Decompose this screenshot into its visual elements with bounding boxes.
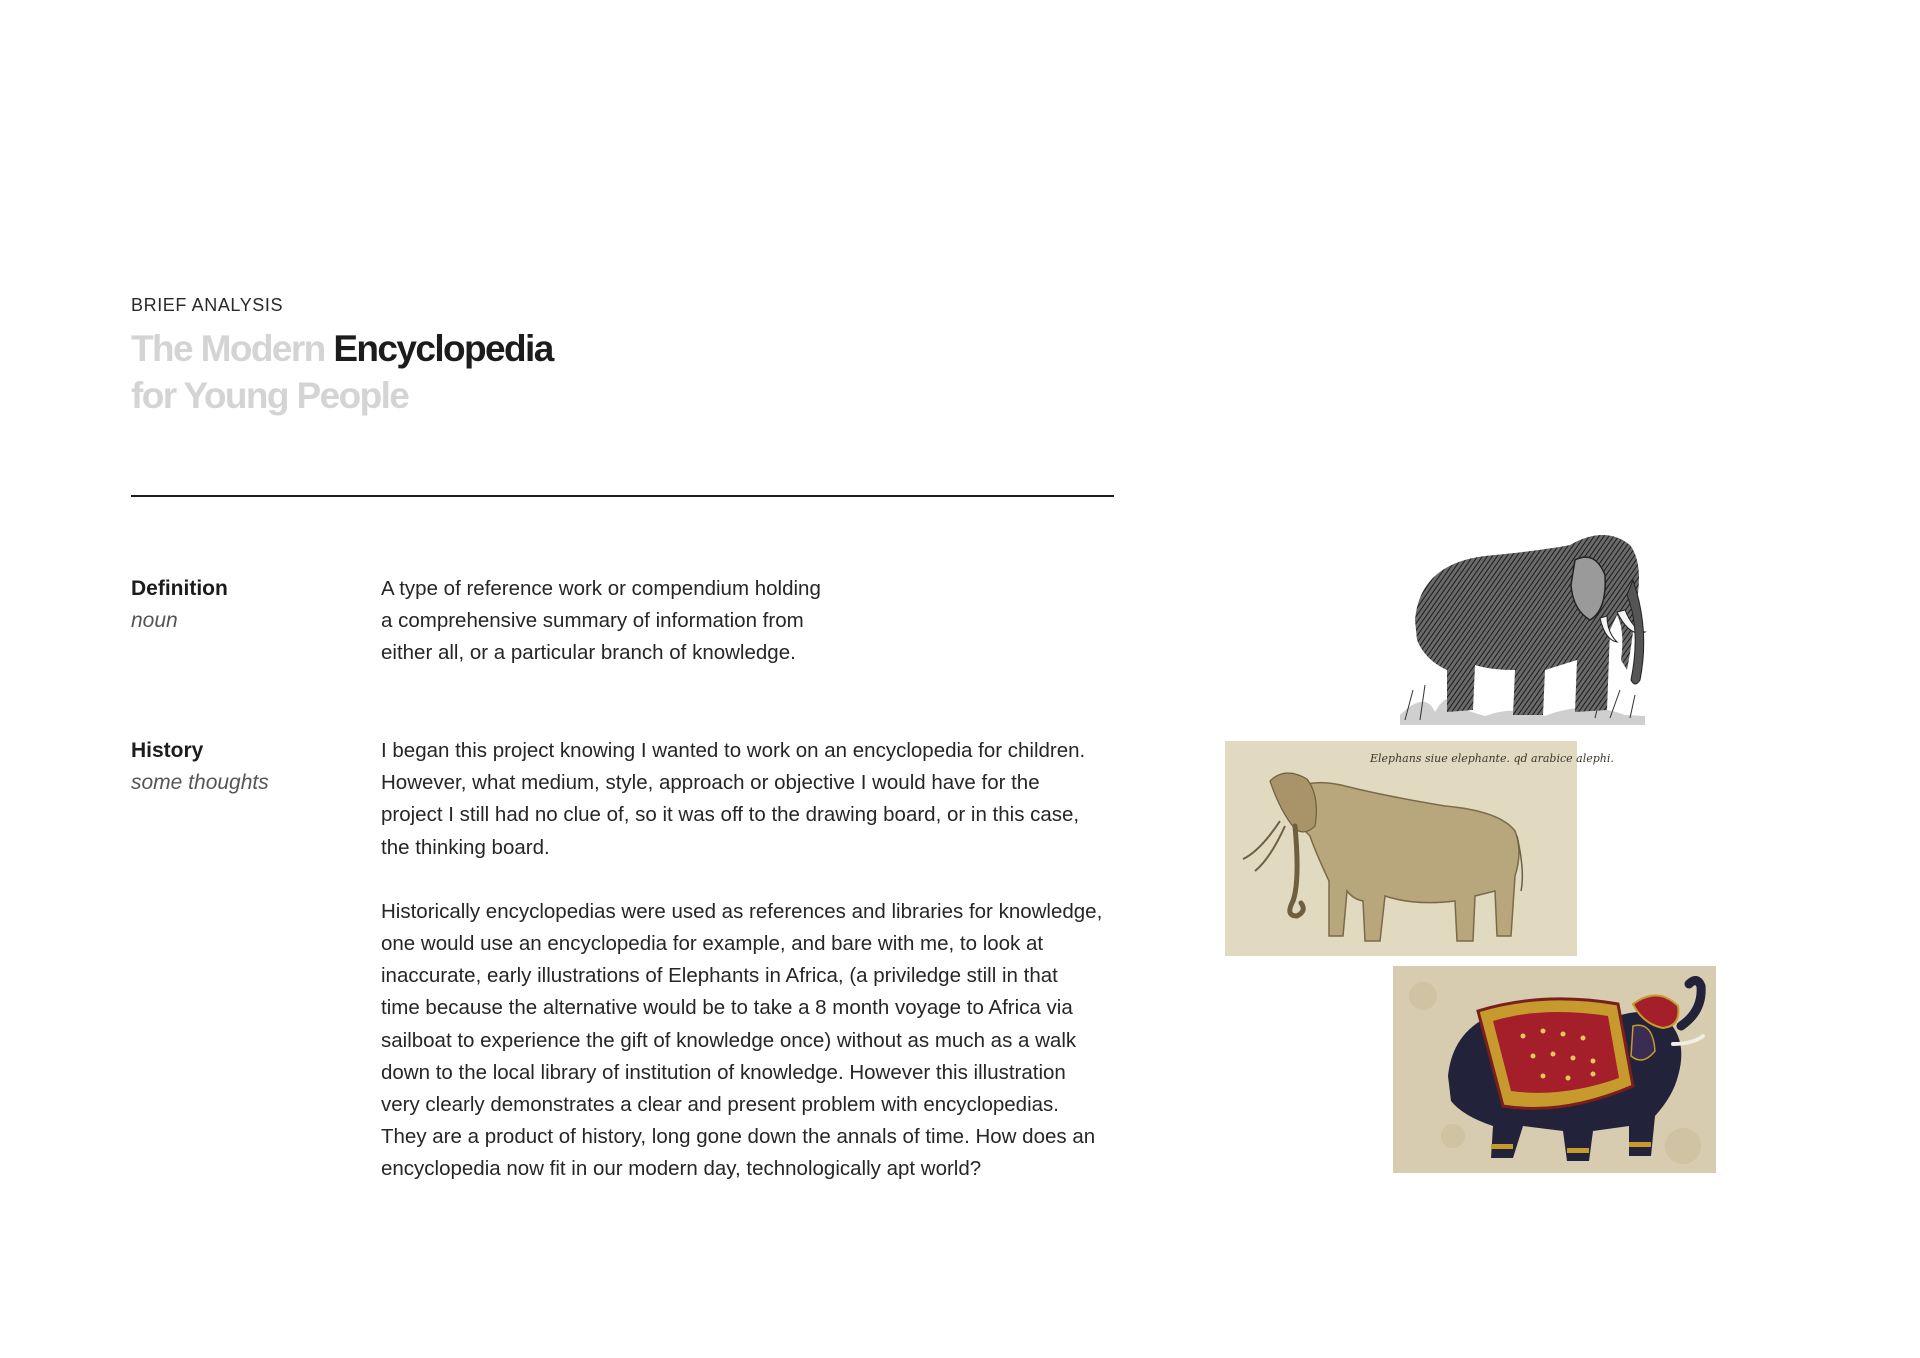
medieval-elephant-image (1225, 741, 1614, 956)
medieval-elephant-illustration (1225, 741, 1614, 956)
painted-elephant-illustration (1393, 966, 1716, 1173)
title-light-part: The Modern (131, 328, 334, 369)
definition-sublabel: noun (131, 609, 178, 632)
painted-elephant-image (1393, 966, 1716, 1173)
title-second-line: for Young People (131, 375, 409, 416)
definition-paragraph: A type of reference work or compendium holding a comprehensive summary of information from either all, or a particular branch of knowledge. (381, 577, 821, 665)
definition-term (131, 573, 228, 637)
history-paragraph-1: I began this project knowing I wanted to work on an encyclopedia for children. However, what medium, style, approach or objective I would have for the project I still had no clue of, so it was off to the drawing board, or in this case, the thinking board. (381, 739, 1086, 859)
history-label: History (131, 739, 204, 762)
medieval-caption: Elephans siue elephante. qd arabice alephi. (1370, 752, 1614, 765)
history-text (381, 735, 1102, 1186)
engraved-elephant-image (1395, 520, 1655, 730)
definition-text (381, 573, 821, 670)
engraved-elephant-illustration (1395, 520, 1655, 730)
section-divider (131, 495, 1114, 497)
history-sublabel: some thoughts (131, 771, 269, 794)
eyebrow-label: BRIEF ANALYSIS (131, 295, 284, 315)
history-paragraph-2: Historically encyclopedias were used as references and libraries for knowledge, one would use an encyclopedia for example, and bare with me, to look at inaccurate, early illustrations of Elephants in Africa, (a priviledge still in that time because the alternative would be to take a 8 month voyage to Africa via sailboat to experience the gift of knowledge once) without as much as a walk down to the local library of institution of knowledge. However this illustration very clearly demonstrates a clear and present problem with encyclopedias. They are a product of history, long gone down the annals of time. How does an encyclopedia now fit in our modern day, technologically apt world? (381, 899, 1103, 1181)
title-dark-part: Encyclopedia (333, 328, 553, 369)
history-term (131, 735, 269, 799)
page-title (131, 325, 553, 419)
definition-label: Definition (131, 577, 228, 600)
